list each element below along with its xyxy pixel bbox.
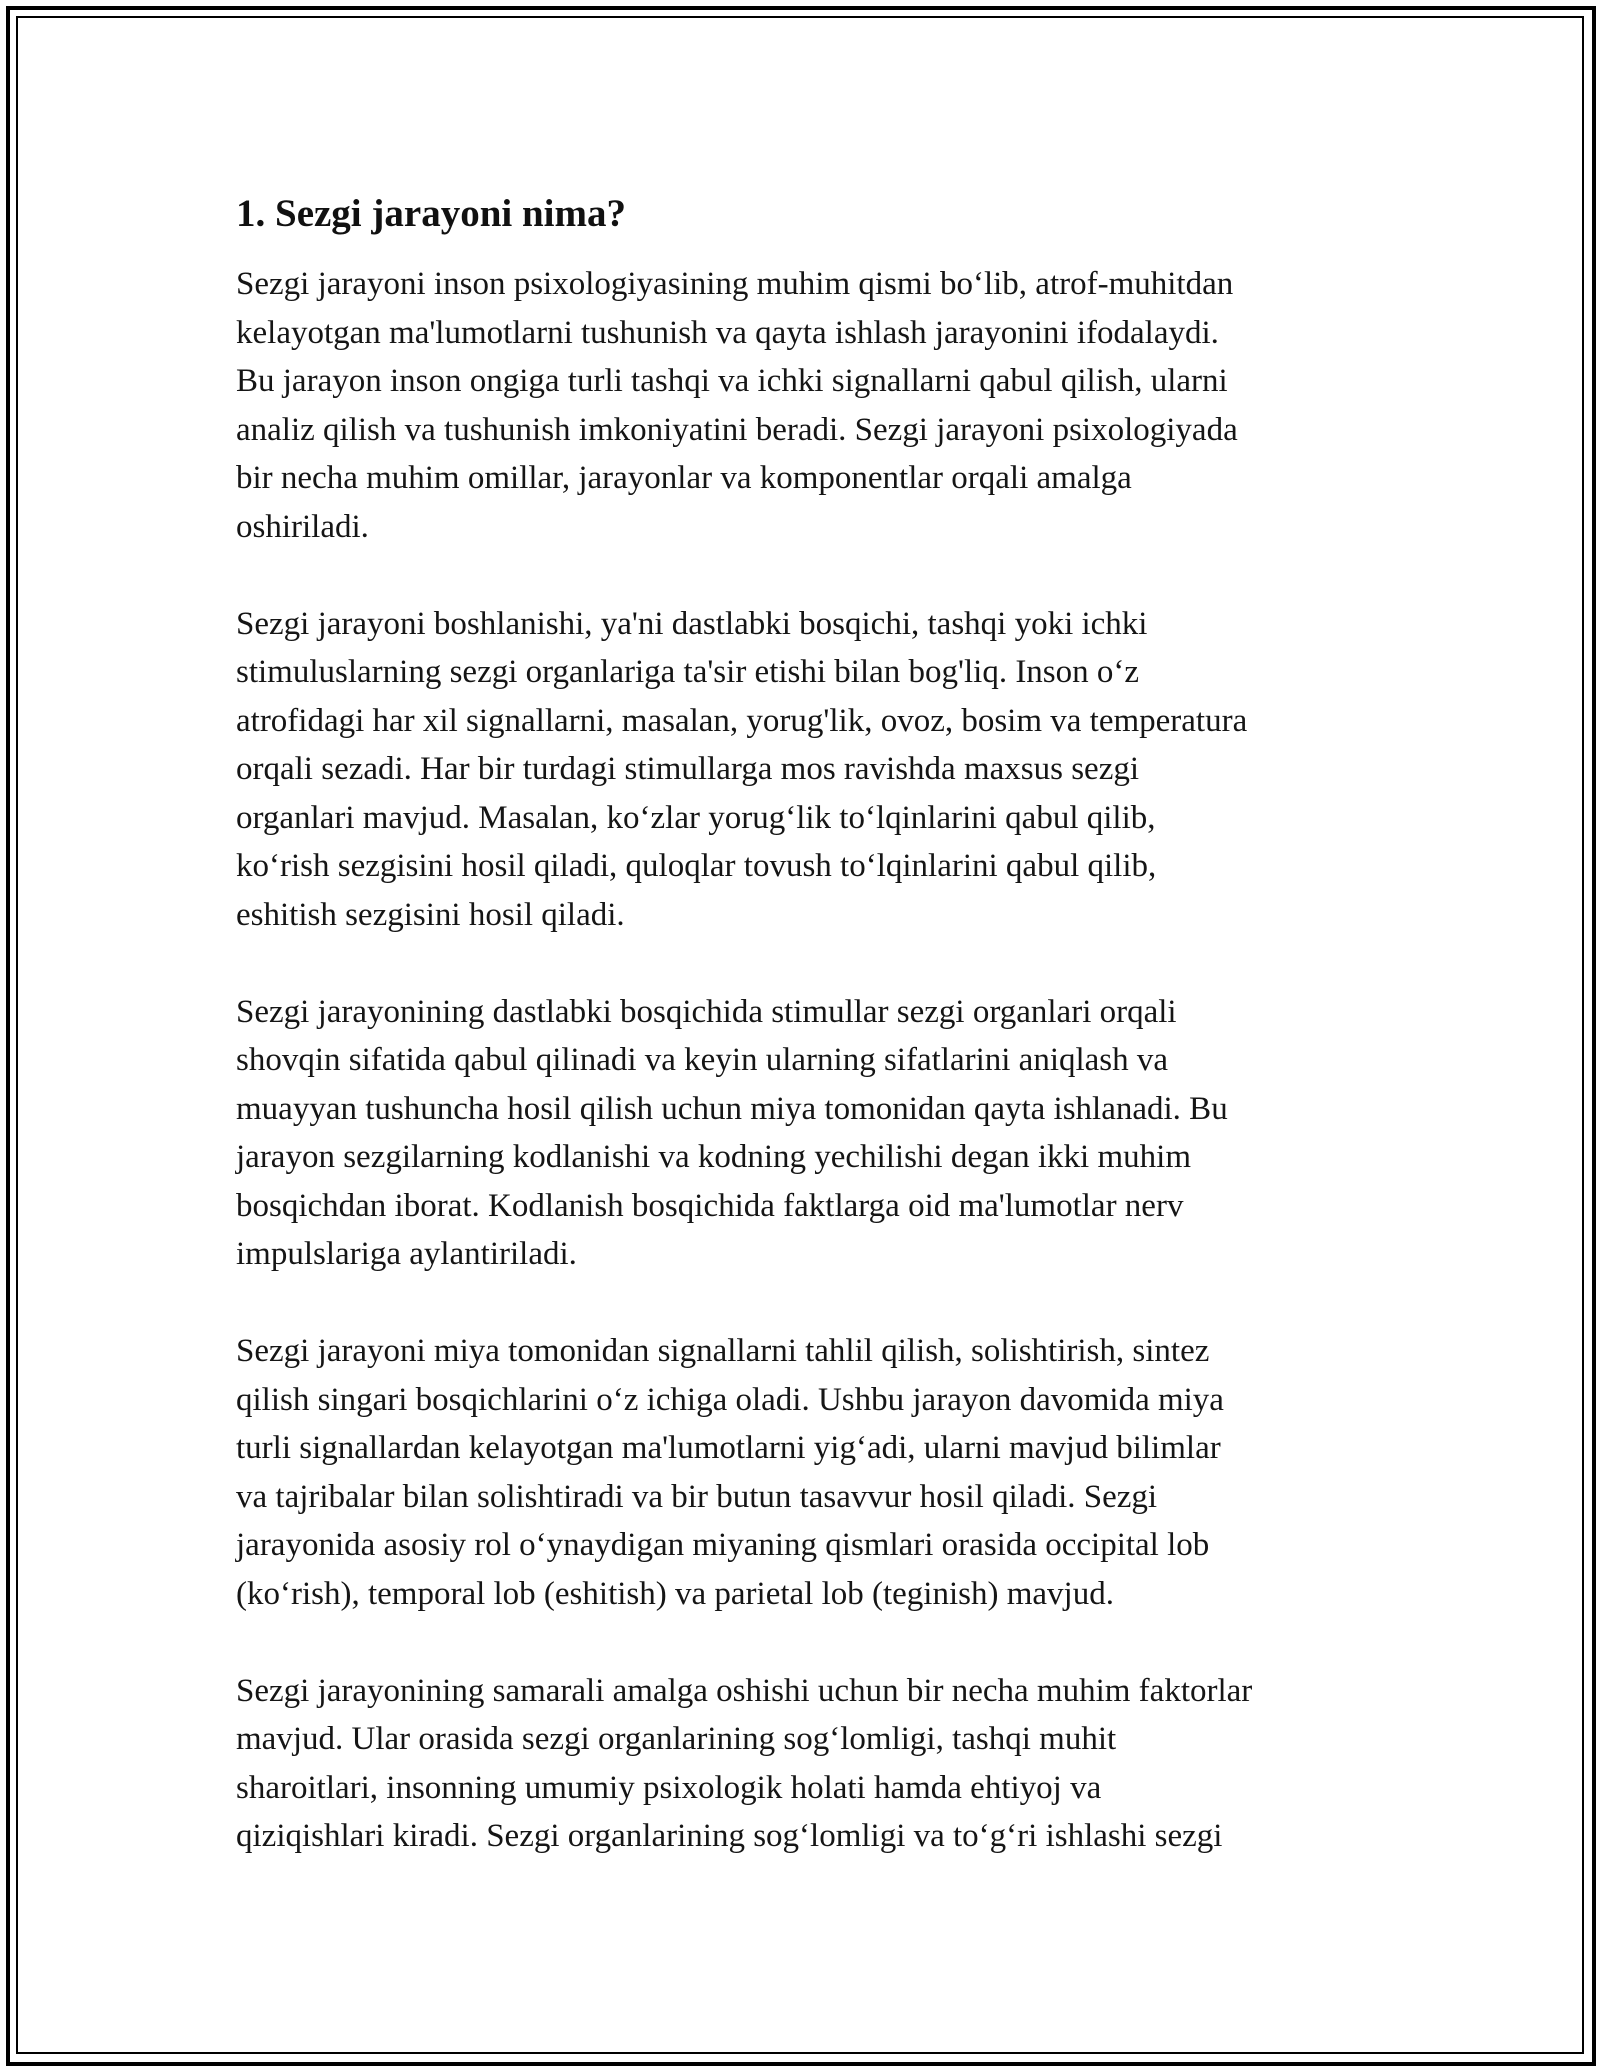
document-body bbox=[236, 186, 1371, 1861]
paragraph-3: Sezgi jarayonining dastlabki bosqichida stimullar sezgi organlari orqali shovqin sifatida qabul qilinadi va keyin ularning sifatlarini aniqlash va muayyan tushuncha hosil qilish uchun miya tomonidan qayta ishlanadi. Bu jarayon sezgilarning kodlanishi va kodning yechilishi degan ikki muhim bosqichdan iborat. Kodlanish bosqichida faktlarga oid ma'lumotlar nerv impulslariga aylantiriladi. bbox=[236, 993, 1228, 1272]
paragraph-2: Sezgi jarayoni boshlanishi, ya'ni dastlabki bosqichi, tashqi yoki ichki stimuluslarning sezgi organlariga ta'sir etishi bilan bog'liq. Inson o‘z atrofidagi har xil signallarni, masalan, yorug'lik, ovoz, bosim va temperatura orqali sezadi. Har bir turdagi stimullarga mos ravishda maxsus sezgi organlari mavjud. Masalan, ko‘zlar yorug‘lik to‘lqinlarini qabul qilib, ko‘rish sezgisini hosil qiladi, quloqlar tovush to‘lqinlarini qabul qilib, eshitish sezgisini hosil qiladi. bbox=[236, 605, 1248, 933]
paragraph-1: Sezgi jarayoni inson psixologiyasining muhim qismi bo‘lib, atrof-muhitdan kelayotgan ma'lumotlarni tushunish va qayta ishlash jarayonini ifodalaydi. Bu jarayon inson ongiga turli tashqi va ichki signallarni qabul qilish, ularni analiz qilish va tushunish imkoniyatini beradi. Sezgi jarayoni psixologiyada bir necha muhim omillar, jarayonlar va komponentlar orqali amalga oshiriladi. bbox=[236, 266, 1238, 545]
paragraph-5: Sezgi jarayonining samarali amalga oshishi uchun bir necha muhim faktorlar mavjud. Ular orasida sezgi organlarining sog‘lomligi, tashqi muhit sharoitlari, insonning umumiy psixologik holati hamda ehtiyoj va qiziqishlari kiradi. Sezgi organlarining sog‘lomligi va to‘g‘ri ishlashi sezgi bbox=[236, 1672, 1253, 1854]
section-heading: 1. Sezgi jarayoni nima? bbox=[236, 192, 626, 235]
paragraph-4: Sezgi jarayoni miya tomonidan signallarni tahlil qilish, solishtirish, sintez qilish singari bosqichlarini o‘z ichiga oladi. Ushbu jarayon davomida miya turli signallardan kelayotgan ma'lumotlarni yig‘adi, ularni mavjud bilimlar va tajribalar bilan solishtiradi va bir butun tasavvur hosil qiladi. Sezgi jarayonida asosiy rol o‘ynaydigan miyaning qismlari orasida occipital lob (ko‘rish), temporal lob (eshitish) va parietal lob (teginish) mavjud. bbox=[236, 1333, 1224, 1612]
